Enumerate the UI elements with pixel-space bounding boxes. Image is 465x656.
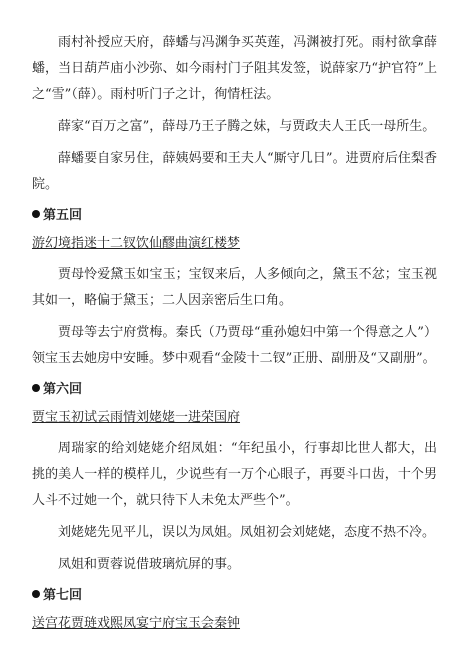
paragraph: 刘姥姥先见平儿，误以为凤姐。凤姐初会刘姥姥，态度不热不冷。: [58, 525, 436, 540]
paragraph: 周瑞家的给刘姥姥介绍凤姐：“年纪虽小，行事却比世人都大，出挑的美人一样的模样儿，少说些有一万个心眼子，再要斗口齿，十个男人斗不过她一个，就只待下人未免太严些个”。: [32, 441, 437, 508]
chapter-title: 贾宝玉初试云雨情刘姥姥一进荣国府: [32, 410, 241, 425]
bullet-icon: [32, 590, 40, 598]
chapter-heading-text: 第六回: [43, 382, 83, 397]
chapter-title: 游幻境指迷十二钗饮仙醪曲演红楼梦: [32, 236, 241, 251]
paragraph: 雨村补授应天府，薛蟠与冯渊争买英莲，冯渊被打死。雨村欲拿薛蟠，当日葫芦庙小沙弥、如今雨村门子阻其发签，说薛家乃“护官符”上之“雪”（薛）。雨村听门子之计，徇情枉法。: [32, 35, 437, 102]
paragraph: 贾母怜爱黛玉如宝玉；宝钗来后，人多倾向之，黛玉不忿；宝玉视其如一，略偏于黛玉；二人因亲密后生口角。: [32, 267, 437, 308]
chapter-heading-text: 第七回: [43, 588, 83, 603]
paragraph: 贾母等去宁府赏梅。秦氏（乃贾母“重孙媳妇中第一个得意之人”）领宝玉去她房中安睡。梦中观看“金陵十二钗”正册、副册及“又副册”。: [32, 325, 437, 366]
paragraph: 薛家“百万之富”，薛母乃王子腾之妹，与贾政夫人王氏一母所生。: [58, 119, 436, 134]
paragraph: 薛蟠要自家另住，薛姨妈要和王夫人“厮守几日”。进贾府后住梨香院。: [32, 151, 437, 192]
bullet-icon: [32, 210, 40, 218]
paragraph: 凤姐和贾蓉说借玻璃炕屏的事。: [58, 557, 241, 572]
chapter-title: 送宫花贾琏戏熙凤宴宁府宝玉会秦钟: [32, 616, 241, 631]
chapter-heading: [32, 584, 437, 608]
chapter-heading-text: 第五回: [43, 208, 83, 223]
chapter-heading: [32, 378, 437, 402]
bullet-icon: [32, 384, 40, 392]
chapter-heading: [32, 204, 437, 228]
